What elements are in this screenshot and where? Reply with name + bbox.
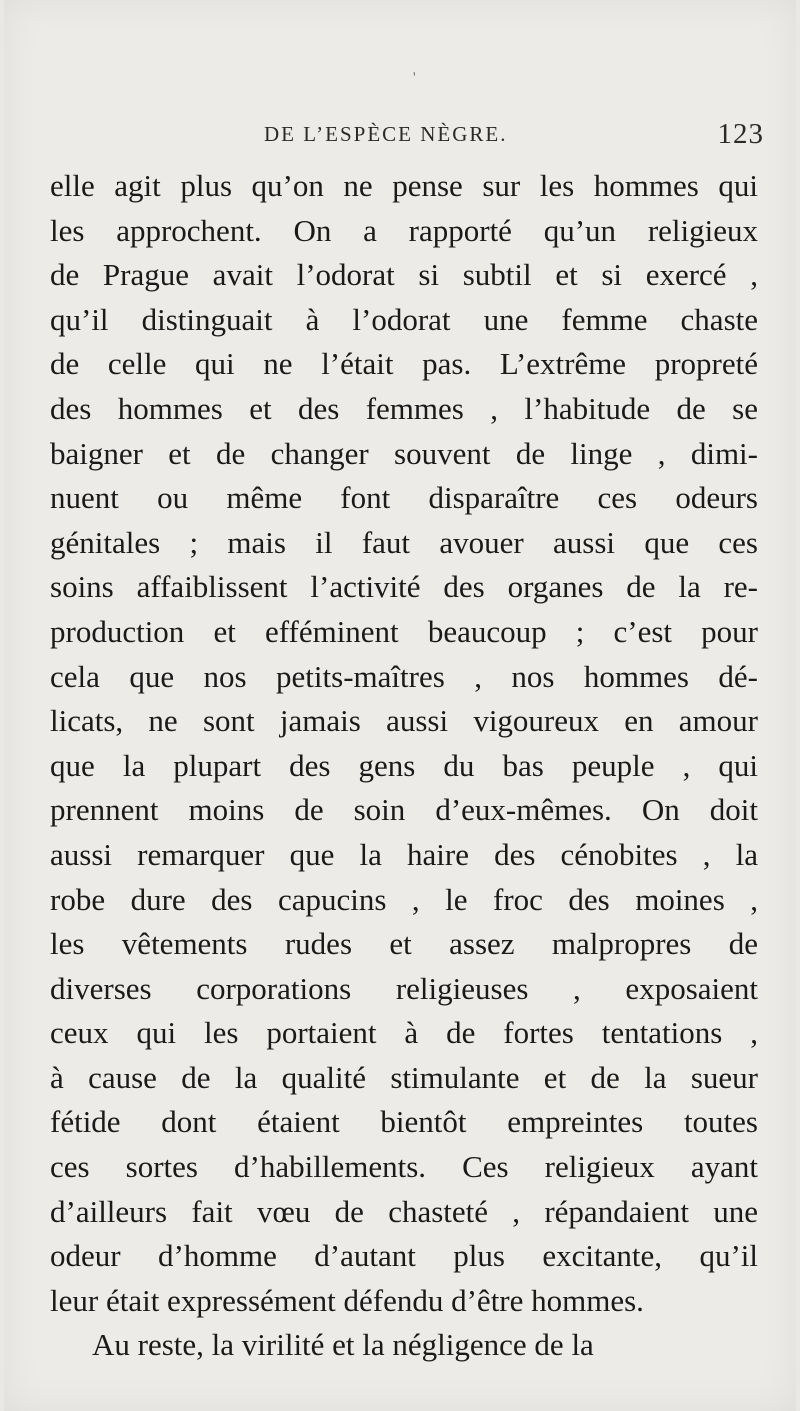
text-line: ces sortes d’habillements. Ces religieux ayant [50, 1149, 758, 1185]
text-line: nuent ou même font disparaître ces odeurs [50, 480, 758, 516]
text-line: soins affaiblissent l’activité des organes de la re- [50, 569, 758, 605]
text-line: de celle qui ne l’était pas. L’extrême propreté [50, 346, 758, 382]
text-line: des hommes et des femmes , l’habitude de se [50, 390, 758, 426]
text-line: production et efféminent beaucoup ; c’est pour [50, 613, 758, 649]
text-line: les vêtements rudes et assez malpropres de [50, 926, 758, 962]
text-line: ceux qui les portaient à de fortes tentations , [50, 1015, 758, 1051]
text-line: fétide dont étaient bientôt empreintes toutes [50, 1104, 758, 1140]
paragraph-first-line: Au reste, la virilité et la négligence de la [92, 1327, 594, 1363]
page-header [48, 118, 764, 154]
text-line: à cause de la qualité stimulante et de la sueur [50, 1059, 758, 1095]
text-line: robe dure des capucins , le froc des moines , [50, 881, 758, 917]
body-text [50, 164, 758, 1368]
page-number: 123 [717, 118, 764, 150]
text-line: licats, ne sont jamais aussi vigoureux en amour [50, 703, 758, 739]
text-line: les approchent. On a rapporté qu’un religieux [50, 212, 758, 248]
text-line: odeur d’homme d’autant plus excitante, qu’il [50, 1238, 758, 1274]
text-line: aussi remarquer que la haire des cénobites , la [50, 836, 758, 872]
text-line: leur était expressément défendu d’être hommes. [50, 1282, 644, 1318]
text-line: elle agit plus qu’on ne pense sur les hommes qui [50, 168, 758, 203]
text-line: que la plupart des gens du bas peuple , qui [50, 747, 758, 783]
text-line: diverses corporations religieuses , exposaient [50, 970, 758, 1006]
running-head: DE L’ESPÈCE NÈGRE. [264, 122, 508, 146]
text-line: de Prague avait l’odorat si subtil et si exercé , [50, 257, 758, 293]
text-line: d’ailleurs fait vœu de chasteté , répandaient une [50, 1193, 758, 1229]
book-page [4, 0, 796, 1411]
text-line: cela que nos petits-maîtres , nos hommes dé- [50, 658, 758, 694]
text-line: génitales ; mais il faut avouer aussi que ces [50, 524, 758, 560]
text-line: baigner et de changer souvent de linge , dimi- [50, 435, 758, 471]
text-line: qu’il distinguait à l’odorat une femme chaste [50, 301, 758, 337]
ink-mark: ’ [410, 69, 422, 87]
text-line: prennent moins de soin d’eux-mêmes. On doit [50, 792, 758, 828]
